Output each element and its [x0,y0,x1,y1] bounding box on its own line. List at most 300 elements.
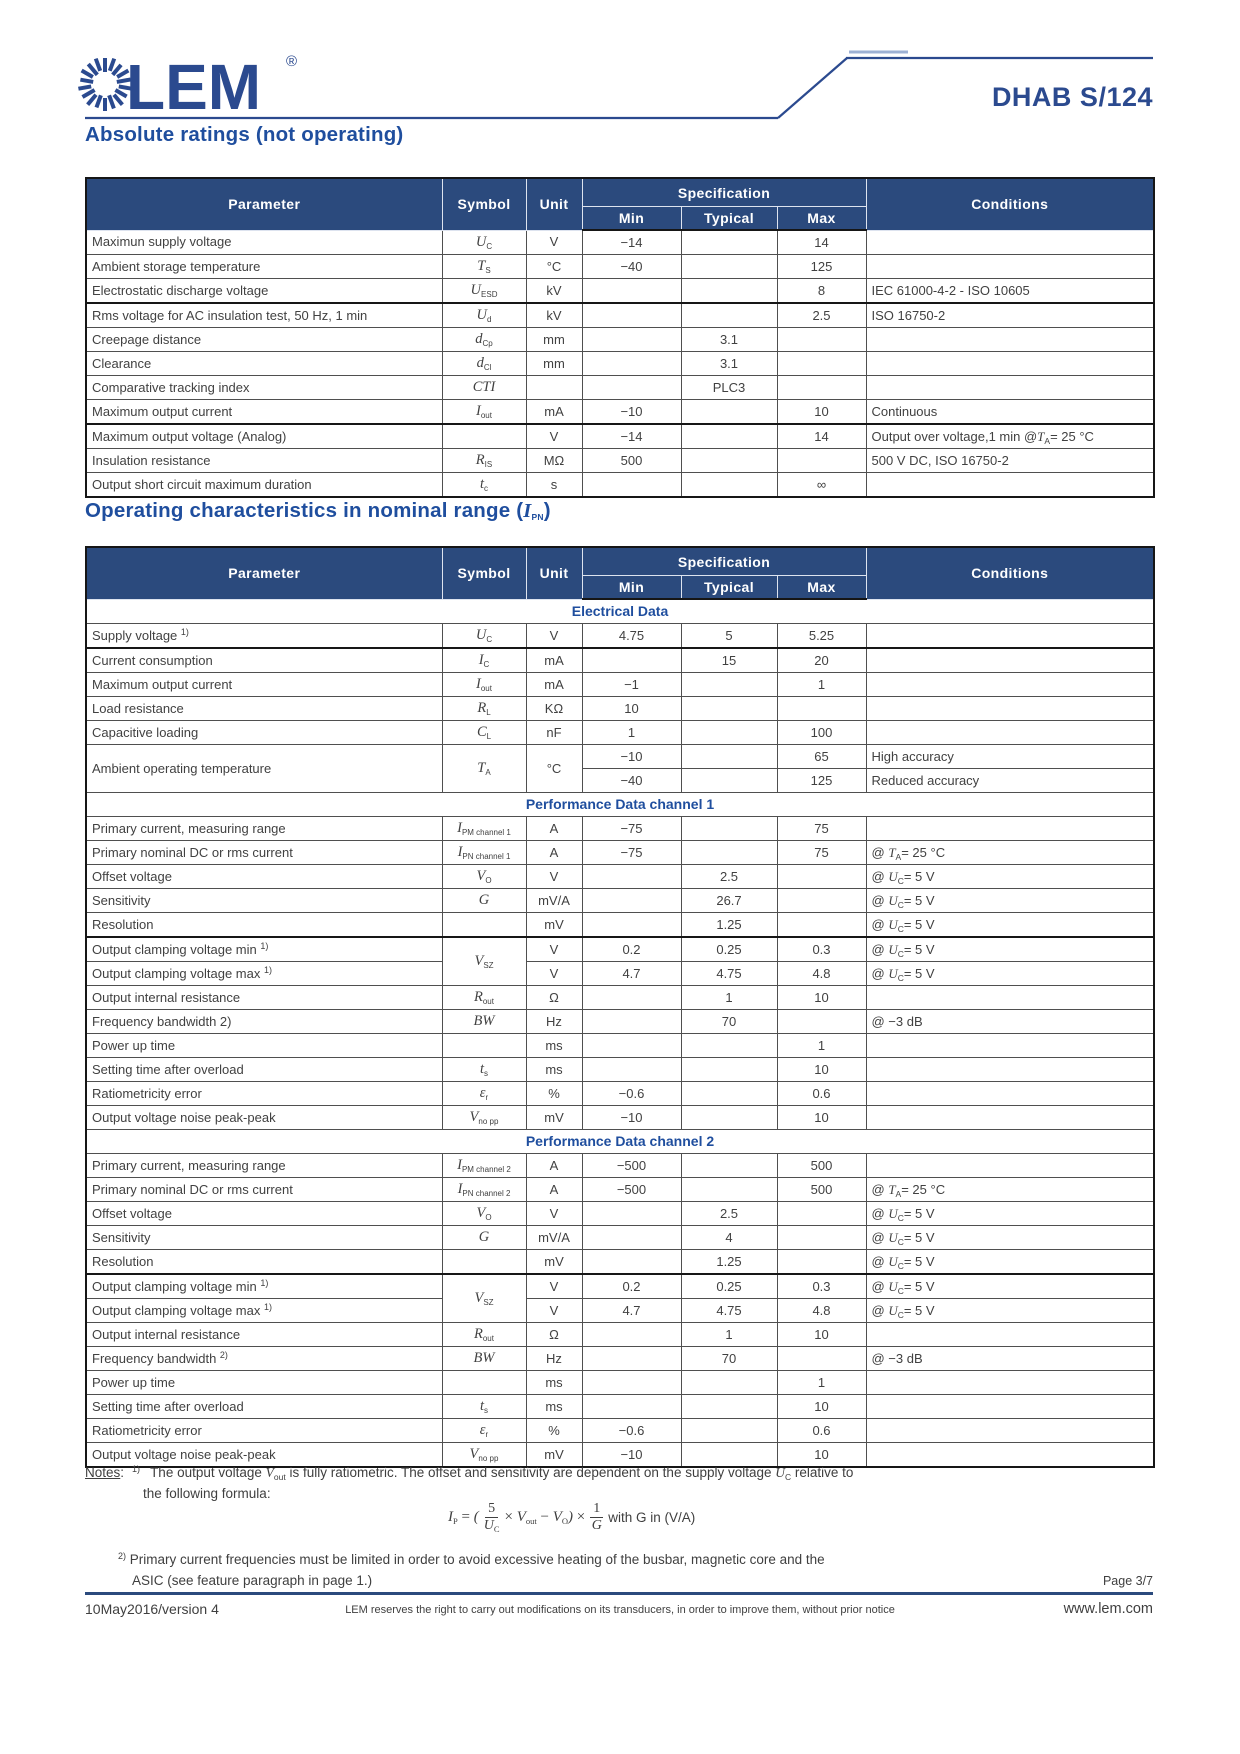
cell-c: @ $U_C= 5$ V [866,1299,1154,1323]
col-header-typical: Typical [681,576,777,600]
cell-max: 500 [777,1178,866,1202]
cell-c: Output over voltage,1 $\min @T_A= 25$ °C [866,424,1154,449]
cell-u: °C [526,745,582,793]
cell-min: −0.6 [582,1082,681,1106]
formula-tail: with G in (V/A) [608,1510,696,1525]
cell-c [866,1419,1154,1443]
cell-max: 10 [777,986,866,1010]
cell-typ [681,1082,777,1106]
cell-c [866,1034,1154,1058]
cell-min [582,1395,681,1419]
cell-s: G [442,1226,526,1250]
cell-p: Load resistance [86,697,442,721]
cell-p: Output internal resistance [86,986,442,1010]
cell-max: 10 [777,1058,866,1082]
cell-p: Creepage distance [86,328,442,352]
table-header [86,547,1154,599]
cell-max [777,1202,866,1226]
cell-typ [681,1154,777,1178]
cell-min [582,648,681,673]
section-title-operating-characteristics: Operating characteristics in nominal range $(I_{PN})$ [85,499,551,522]
cell-c: @ $U_C= 5$ V [866,1226,1154,1250]
operating-characteristics-table [85,546,1155,1468]
cell-p: Current consumption [86,648,442,673]
cell-max: 10 [777,1323,866,1347]
cell-c: @ $T_A= 25$ °C [866,841,1154,865]
cell-s: $I_{out}$ [442,673,526,697]
cell-min [582,865,681,889]
cell-min: 4.75 [582,624,681,649]
cell-max: 0.6 [777,1419,866,1443]
cell-typ: 4.75 [681,962,777,986]
cell-max [777,328,866,352]
cell-typ [681,473,777,498]
cell-s: $\varepsilon_r$ [442,1082,526,1106]
cell-typ: 3.1 [681,352,777,376]
cell-c [866,817,1154,841]
cell-s: $d_{Cl}$ [442,352,526,376]
cell-typ [681,673,777,697]
cell-typ [681,424,777,449]
cell-c [866,473,1154,498]
cell-min: 4.7 [582,962,681,986]
table-row [86,865,1154,889]
table-row [86,673,1154,697]
cell-max: 75 [777,817,866,841]
cell-s: $V_{no pp}$ [442,1106,526,1130]
table-row [86,624,1154,649]
cell-s: $t_s$ [442,1058,526,1082]
cell-p: Power up time [86,1034,442,1058]
cell-c [866,1395,1154,1419]
cell-max: 5.25 [777,624,866,649]
cell-p: Sensitivity [86,889,442,913]
cell-min: 4.7 [582,1299,681,1323]
table-row [86,697,1154,721]
footer-rule [85,1592,1153,1595]
table-row [86,1178,1154,1202]
cell-u: nF [526,721,582,745]
table-row [86,230,1154,255]
cell-s: $T_A$ [442,745,526,793]
cell-c: @ $U_C= 5$ V [866,937,1154,962]
cell-p: Setting time after overload [86,1395,442,1419]
cell-c: @ −3 dB [866,1347,1154,1371]
cell-max: 10 [777,1395,866,1419]
cell-s: $t_s$ [442,1395,526,1419]
col-header-max: Max [777,576,866,600]
cell-u: Hz [526,1010,582,1034]
cell-u: A [526,817,582,841]
cell-typ: 1.25 [681,1250,777,1275]
cell-p: Frequency bandwidth $^{2)}$ [86,1347,442,1371]
cell-p: Rms voltage for AC insulation test, 50 Hz, 1 min [86,303,442,328]
cell-p: Comparative tracking index [86,376,442,400]
col-header-min: Min [582,576,681,600]
cell-p: Primary nominal DC or rms current [86,841,442,865]
cell-c: Continuous [866,400,1154,425]
cell-c [866,648,1154,673]
cell-c [866,1082,1154,1106]
cell-u: s [526,473,582,498]
cell-c: ISO 16750-2 [866,303,1154,328]
table-row [86,1347,1154,1371]
cell-max [777,865,866,889]
footer-website[interactable]: www.lem.com [1063,1601,1153,1617]
table-row [86,841,1154,865]
table-header [86,178,1154,230]
table-row [86,1154,1154,1178]
ribbon-diagonal-line [778,58,847,118]
table-row [86,255,1154,279]
table-row [86,1226,1154,1250]
table-row [86,1395,1154,1419]
table-row [86,1082,1154,1106]
cell-c: 500 V DC, ISO 16750-2 [866,449,1154,473]
cell-c: High accuracy [866,745,1154,769]
cell-max: 2.5 [777,303,866,328]
cell-min: −75 [582,841,681,865]
cell-s: $I_{PN channel 2}$ [442,1178,526,1202]
table-row [86,1371,1154,1395]
cell-u: Hz [526,1347,582,1371]
cell-min: −14 [582,230,681,255]
cell-c [866,1154,1154,1178]
cell-typ: 3.1 [681,328,777,352]
col-header-conditions: Conditions [866,547,1154,599]
cell-typ: 70 [681,1010,777,1034]
cell-u: V [526,1202,582,1226]
cell-u: A [526,1154,582,1178]
band-label: Performance Data channel 2 [86,1130,1154,1154]
cell-min: 10 [582,697,681,721]
formula-fraction-1: $\frac{5}{U_C}$ [483,1501,500,1534]
cell-s: $R_{out}$ [442,986,526,1010]
cell-min [582,1323,681,1347]
cell-s: $C_L$ [442,721,526,745]
cell-s: $R_{out}$ [442,1323,526,1347]
table-row [86,937,1154,962]
cell-typ [681,769,777,793]
cell-max: 0.3 [777,1274,866,1299]
formula-fraction-2: $\frac{1}{G}$ [591,1501,602,1533]
cell-max: 14 [777,424,866,449]
cell-max [777,376,866,400]
cell-typ [681,230,777,255]
cell-typ [681,279,777,304]
cell-min: −500 [582,1178,681,1202]
cell-min [582,1347,681,1371]
table-row [86,913,1154,938]
cell-c [866,624,1154,649]
cell-max: ∞ [777,473,866,498]
cell-typ: 4 [681,1226,777,1250]
cell-u: MΩ [526,449,582,473]
cell-typ [681,1034,777,1058]
cell-max: 0.6 [777,1082,866,1106]
cell-s: $I_{out}$ [442,400,526,425]
cell-max [777,1250,866,1275]
cell-c: @ $U_C= 5$ V [866,865,1154,889]
cell-typ: 4.75 [681,1299,777,1323]
cell-max: 125 [777,769,866,793]
cell-u: ms [526,1371,582,1395]
cell-u: mV [526,1250,582,1275]
note-2-text: Primary current frequencies must be limited in order to avoid excessive heating of the busbar, magnetic core and the [129,1552,825,1567]
cell-p: Output internal resistance [86,1323,442,1347]
cell-typ: 2.5 [681,865,777,889]
table-row [86,424,1154,449]
cell-p: Output clamping voltage min $^{1)}$ [86,937,442,962]
cell-min: −40 [582,769,681,793]
cell-typ [681,303,777,328]
cell-p: Setting time after overload [86,1058,442,1082]
cell-u: A [526,841,582,865]
cell-p: Output clamping voltage max $^{1)}$ [86,1299,442,1323]
cell-s: $V_{no pp}$ [442,1443,526,1468]
cell-c: Reduced accuracy [866,769,1154,793]
band-label: Performance Data channel 1 [86,793,1154,817]
cell-u: V [526,424,582,449]
cell-u: V [526,230,582,255]
cell-max [777,1347,866,1371]
cell-u: mV [526,1106,582,1130]
cell-typ: 15 [681,648,777,673]
note-1-mark: 1) [132,1464,141,1474]
cell-c [866,230,1154,255]
cell-min: −75 [582,817,681,841]
cell-max: 1 [777,1034,866,1058]
cell-u: V [526,1299,582,1323]
cell-typ: 0.25 [681,1274,777,1299]
cell-u: mA [526,673,582,697]
cell-max: 10 [777,1106,866,1130]
band-label: Electrical Data [86,599,1154,624]
table-row [86,1419,1154,1443]
cell-min [582,986,681,1010]
cell-s: $d_{Cp}$ [442,328,526,352]
page-number: Page 3/7 [1102,1574,1153,1588]
section-title-absolute-ratings: Absolute ratings (not operating) [85,123,404,146]
cell-u: mV/A [526,1226,582,1250]
cell-p: Output short circuit maximum duration [86,473,442,498]
cell-c: @ $U_C= 5$ V [866,1250,1154,1275]
col-header-typical: Typical [681,207,777,231]
cell-c: @ $U_C= 5$ V [866,889,1154,913]
cell-min [582,473,681,498]
cell-s [442,1034,526,1058]
cell-s: $V_{SZ}$ [442,937,526,986]
cell-max: 0.3 [777,937,866,962]
footer-date: 10May2016/version 4 [85,1601,219,1617]
cell-max: 1 [777,1371,866,1395]
cell-typ [681,1419,777,1443]
cell-typ [681,697,777,721]
cell-min: −1 [582,673,681,697]
cell-min [582,376,681,400]
cell-typ [681,1106,777,1130]
cell-typ: 26.7 [681,889,777,913]
table-row [86,400,1154,425]
cell-max: 75 [777,841,866,865]
cell-max [777,697,866,721]
cell-typ [681,1058,777,1082]
cell-s [442,424,526,449]
col-header-min: Min [582,207,681,231]
cell-p: Maximum output voltage (Analog) [86,424,442,449]
table-row [86,1202,1154,1226]
cell-p: Maximun supply voltage [86,230,442,255]
cell-max: 10 [777,400,866,425]
cell-min [582,352,681,376]
cell-u: Ω [526,1323,582,1347]
cell-u: mV [526,1443,582,1468]
col-header-conditions: Conditions [866,178,1154,230]
cell-min [582,279,681,304]
cell-u: mm [526,352,582,376]
table-row [86,986,1154,1010]
cell-u: V [526,624,582,649]
cell-max: 4.8 [777,1299,866,1323]
cell-p: Maximum output current [86,673,442,697]
cell-s: $I_{PN channel 1}$ [442,841,526,865]
cell-s: G [442,889,526,913]
cell-u: V [526,1274,582,1299]
cell-min: −40 [582,255,681,279]
cell-typ [681,721,777,745]
cell-s: $U_C$ [442,230,526,255]
cell-u: kV [526,303,582,328]
cell-p: Maximum output current [86,400,442,425]
table-row [86,303,1154,328]
notes: Notes: $^{1)}$ The output voltage $V_{out}$ is fully ratiometric. The offset and sensitivity are dependent on the supply voltage $U_C$ relative to the following formula: [85,1462,1065,1504]
cell-u: KΩ [526,697,582,721]
cell-max: 500 [777,1154,866,1178]
cell-u: °C [526,255,582,279]
cell-min: −10 [582,1443,681,1468]
cell-typ [681,449,777,473]
footer-disclaimer: LEM reserves the right to carry out modifications on its transducers, in order to improve them, without prior notice [345,1604,895,1616]
cell-typ: 5 [681,624,777,649]
cell-c [866,697,1154,721]
cell-min [582,1058,681,1082]
cell-p: Resolution [86,913,442,938]
cell-max [777,1226,866,1250]
table-row [86,721,1154,745]
cell-c [866,721,1154,745]
table-row [86,1274,1154,1299]
cell-typ [681,255,777,279]
cell-u: mA [526,648,582,673]
cell-typ [681,1395,777,1419]
cell-p: Output clamping voltage min $^{1)}$ [86,1274,442,1299]
table-row [86,279,1154,304]
cell-max: 10 [777,1443,866,1468]
cell-min [582,1371,681,1395]
cell-min: −10 [582,400,681,425]
cell-typ: 1 [681,1323,777,1347]
cell-s: BW [442,1010,526,1034]
cell-c [866,328,1154,352]
cell-s: $I_C$ [442,648,526,673]
cell-c [866,1323,1154,1347]
cell-p: Frequency bandwidth 2) [86,1010,442,1034]
col-header-parameter: Parameter [86,547,442,599]
cell-s: $U_d$ [442,303,526,328]
col-header-parameter: Parameter [86,178,442,230]
cell-min [582,913,681,938]
notes-label: Notes [85,1465,121,1480]
table-row [86,1034,1154,1058]
cell-c: @ $T_A= 25$ °C [866,1178,1154,1202]
cell-p: Primary current, measuring range [86,1154,442,1178]
cell-u: V [526,962,582,986]
cell-typ: 0.25 [681,937,777,962]
cell-p: Output voltage noise peak-peak [86,1443,442,1468]
cell-p: Ambient operating temperature [86,745,442,793]
cell-p: Sensitivity [86,1226,442,1250]
cell-c [866,673,1154,697]
cell-typ [681,817,777,841]
table-row [86,648,1154,673]
lem-logo [78,44,338,129]
cell-u: kV [526,279,582,304]
cell-typ [681,400,777,425]
band-row [86,1130,1154,1154]
cell-c [866,986,1154,1010]
cell-s: $T_S$ [442,255,526,279]
cell-u: Ω [526,986,582,1010]
cell-s: $\varepsilon_r$ [442,1419,526,1443]
cell-min: 500 [582,449,681,473]
ratiometric-formula [448,1502,695,1533]
cell-max [777,889,866,913]
cell-p: Offset voltage [86,865,442,889]
cell-s [442,1371,526,1395]
band-row [86,793,1154,817]
cell-c [866,376,1154,400]
cell-c [866,352,1154,376]
cell-typ: PLC3 [681,376,777,400]
cell-s: $V_{SZ}$ [442,1274,526,1323]
cell-min [582,1202,681,1226]
cell-p: Clearance [86,352,442,376]
cell-min: 0.2 [582,1274,681,1299]
table-row [86,745,1154,769]
table-row [86,1250,1154,1275]
absolute-ratings-table [85,177,1155,498]
cell-min [582,1010,681,1034]
cell-p: Primary current, measuring range [86,817,442,841]
cell-max [777,1010,866,1034]
cell-min: −0.6 [582,1419,681,1443]
cell-typ [681,841,777,865]
cell-u [526,376,582,400]
cell-min [582,328,681,352]
cell-typ: 70 [681,1347,777,1371]
cell-min [582,1226,681,1250]
cell-p: Ratiometricity error [86,1419,442,1443]
cell-min: −14 [582,424,681,449]
col-header-specification: Specification [582,547,866,576]
cell-max: 125 [777,255,866,279]
note-2-mark: 2) [118,1551,127,1561]
table-row [86,889,1154,913]
table-row [86,1106,1154,1130]
table-row [86,376,1154,400]
logo-text: LEM [126,51,262,123]
cell-max: 65 [777,745,866,769]
